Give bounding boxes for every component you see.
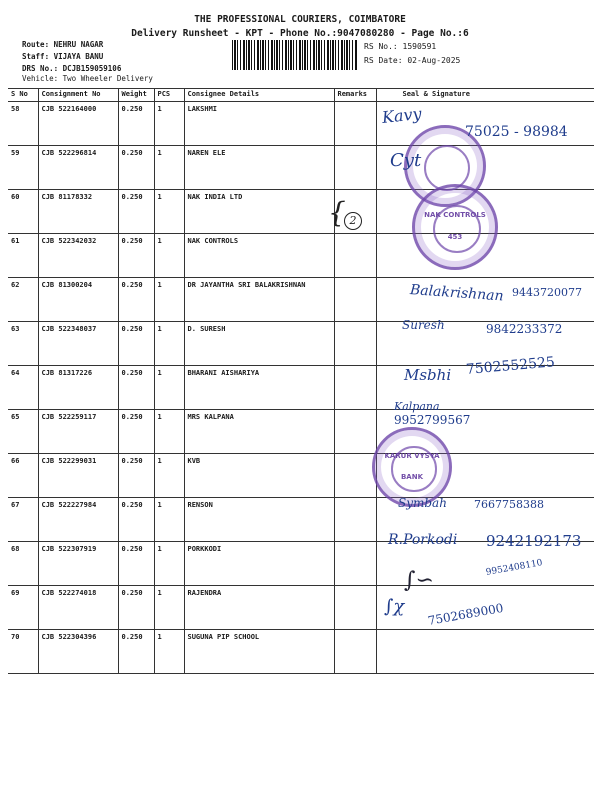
cell-consignment: CJB 522307919 (38, 542, 118, 586)
cell-consignment: CJB 522227984 (38, 498, 118, 542)
cell-sno: 58 (8, 102, 38, 146)
remark-circled-number: 2 (344, 212, 362, 230)
table-row (8, 146, 594, 190)
cell-remarks (334, 630, 376, 674)
table-header-row (8, 89, 594, 102)
kvb-stamp-bottom: BANK (400, 472, 424, 481)
cell-consignee: MRS KALPANA (184, 410, 334, 454)
cell-weight: 0.250 (118, 454, 154, 498)
cell-remarks (334, 146, 376, 190)
cell-pcs: 1 (154, 234, 184, 278)
cell-sno: 63 (8, 322, 38, 366)
cell-pcs: 1 (154, 322, 184, 366)
staff-label: Staff: VIJAYA BANU (22, 52, 104, 61)
cell-consignment: CJB 522342032 (38, 234, 118, 278)
cell-consignee: RAJENDRA (184, 586, 334, 630)
cell-weight: 0.250 (118, 498, 154, 542)
cell-weight: 0.250 (118, 190, 154, 234)
cell-sno: 65 (8, 410, 38, 454)
stamp-text-bottom: 453 (447, 233, 463, 242)
cell-weight: 0.250 (118, 586, 154, 630)
phone-63: 9842233372 (486, 322, 563, 336)
col-seal-signature: Seal & Signature (376, 89, 594, 102)
cell-sno: 70 (8, 630, 38, 674)
signature-67: Symbah (398, 496, 447, 510)
cell-remarks (334, 102, 376, 146)
signature-64: Msbhi (404, 366, 452, 384)
cell-consignment: CJB 522299031 (38, 454, 118, 498)
cell-consignee: DR JAYANTHA SRI BALAKRISHNAN (184, 278, 334, 322)
cell-pcs: 1 (154, 102, 184, 146)
barcode-image (232, 40, 358, 70)
cell-consignment: CJB 522259117 (38, 410, 118, 454)
cell-remarks (334, 542, 376, 586)
cell-pcs: 1 (154, 190, 184, 234)
cell-consignee: BHARANI AISHARIYA (184, 366, 334, 410)
cell-consignee: SUGUNA PIP SCHOOL (184, 630, 334, 674)
remark-bracket: { (328, 196, 346, 229)
route-label: Route: NEHRU NAGAR (22, 40, 104, 49)
cell-remarks (334, 322, 376, 366)
cell-consignee: NAK CONTROLS (184, 234, 334, 278)
signature-63: Suresh (402, 318, 445, 332)
cell-sno: 61 (8, 234, 38, 278)
cell-remarks (334, 234, 376, 278)
rs-date: RS Date: 02-Aug-2025 (364, 56, 461, 65)
cell-pcs: 1 (154, 146, 184, 190)
cell-consignee: KVB (184, 454, 334, 498)
cell-sno: 60 (8, 190, 38, 234)
phone-64: 7502552525 (465, 354, 556, 378)
col-remarks: Remarks (334, 89, 376, 102)
phone-62: 9443720077 (512, 286, 582, 299)
col-weight: Weight (118, 89, 154, 102)
signature-68: R.Porkodi (388, 532, 458, 548)
col-sno: S No (8, 89, 38, 102)
cell-consignee: NAK INDIA LTD (184, 190, 334, 234)
signature-69-scribble: ∫∽ (404, 568, 434, 593)
signature-62: Balakrishnan (409, 282, 505, 305)
signature-65: Kalpana (394, 400, 440, 413)
company-title: THE PROFESSIONAL COURIERS, COIMBATORE (194, 14, 406, 25)
cell-consignee: PORKKODI (184, 542, 334, 586)
cell-weight: 0.250 (118, 278, 154, 322)
cell-seal-signature (376, 630, 594, 674)
cell-sno: 69 (8, 586, 38, 630)
cell-sno: 67 (8, 498, 38, 542)
nak-controls-stamp (412, 184, 498, 270)
cell-consignee: LAKSHMI (184, 102, 334, 146)
phone-67: 7667758388 (474, 498, 544, 511)
cell-pcs: 1 (154, 366, 184, 410)
cell-weight: 0.250 (118, 630, 154, 674)
phone-58: 75025 - 98984 (465, 124, 568, 140)
cell-weight: 0.250 (118, 322, 154, 366)
signature-58: Kavy (381, 103, 423, 127)
cell-consignee: D. SURESH (184, 322, 334, 366)
stamp-text-top: NAK CONTROLS (424, 211, 486, 219)
cell-consignment: CJB 522164000 (38, 102, 118, 146)
cell-pcs: 1 (154, 498, 184, 542)
table-row (8, 454, 594, 498)
cell-weight: 0.250 (118, 542, 154, 586)
cell-sno: 64 (8, 366, 38, 410)
runsheet-subtitle: Delivery Runsheet - KPT - Phone No.:9047080280 - Page No.:6 (131, 28, 469, 39)
cell-consignee: RENSON (184, 498, 334, 542)
cell-consignee: NAREN ELE (184, 146, 334, 190)
drs-label: DRS No.: DCJB159059106 (22, 64, 122, 73)
cell-remarks (334, 278, 376, 322)
cell-weight: 0.250 (118, 366, 154, 410)
table-row (8, 190, 594, 234)
rs-number: RS No.: 1590591 (364, 42, 437, 51)
signature-59: Cyt (390, 150, 422, 171)
phone-70: 7502689000 (426, 600, 505, 628)
cell-pcs: 1 (154, 586, 184, 630)
table-row (8, 278, 594, 322)
cell-pcs: 1 (154, 278, 184, 322)
cell-consignment: CJB 522296814 (38, 146, 118, 190)
cell-remarks (334, 410, 376, 454)
cell-sno: 59 (8, 146, 38, 190)
cell-remarks (334, 366, 376, 410)
cell-sno: 62 (8, 278, 38, 322)
cell-pcs: 1 (154, 410, 184, 454)
cell-weight: 0.250 (118, 234, 154, 278)
cell-weight: 0.250 (118, 410, 154, 454)
cell-pcs: 1 (154, 542, 184, 586)
cell-remarks (334, 454, 376, 498)
cell-consignment: CJB 81317226 (38, 366, 118, 410)
phone-65: 9952799567 (394, 413, 471, 427)
cell-remarks (334, 586, 376, 630)
col-pcs: PCS (154, 89, 184, 102)
table-row (8, 586, 594, 630)
cell-remarks (334, 498, 376, 542)
cell-weight: 0.250 (118, 146, 154, 190)
cell-sno: 66 (8, 454, 38, 498)
cell-consignment: CJB 522348037 (38, 322, 118, 366)
table-row (8, 630, 594, 674)
table-row (8, 410, 594, 454)
cell-sno: 68 (8, 542, 38, 586)
cell-pcs: 1 (154, 454, 184, 498)
kvb-stamp-top: KARUR VYSYA (384, 452, 440, 461)
cell-consignment: CJB 522304396 (38, 630, 118, 674)
phone-68: 9242192173 (486, 532, 582, 550)
runsheet-table (8, 88, 594, 674)
col-consignee: Consignee Details (184, 89, 334, 102)
signature-70-scribble: ∫χ (384, 596, 405, 617)
cell-weight: 0.250 (118, 102, 154, 146)
cell-consignment: CJB 81178332 (38, 190, 118, 234)
table-row (8, 234, 594, 278)
kvb-bank-stamp (372, 427, 452, 507)
cell-consignment: CJB 522274018 (38, 586, 118, 630)
phone-69: 9952408110 (485, 558, 544, 578)
cell-pcs: 1 (154, 630, 184, 674)
vehicle-label: Vehicle: Two Wheeler Delivery (22, 74, 153, 83)
cell-consignment: CJB 81300204 (38, 278, 118, 322)
col-consignment: Consignment No (38, 89, 118, 102)
